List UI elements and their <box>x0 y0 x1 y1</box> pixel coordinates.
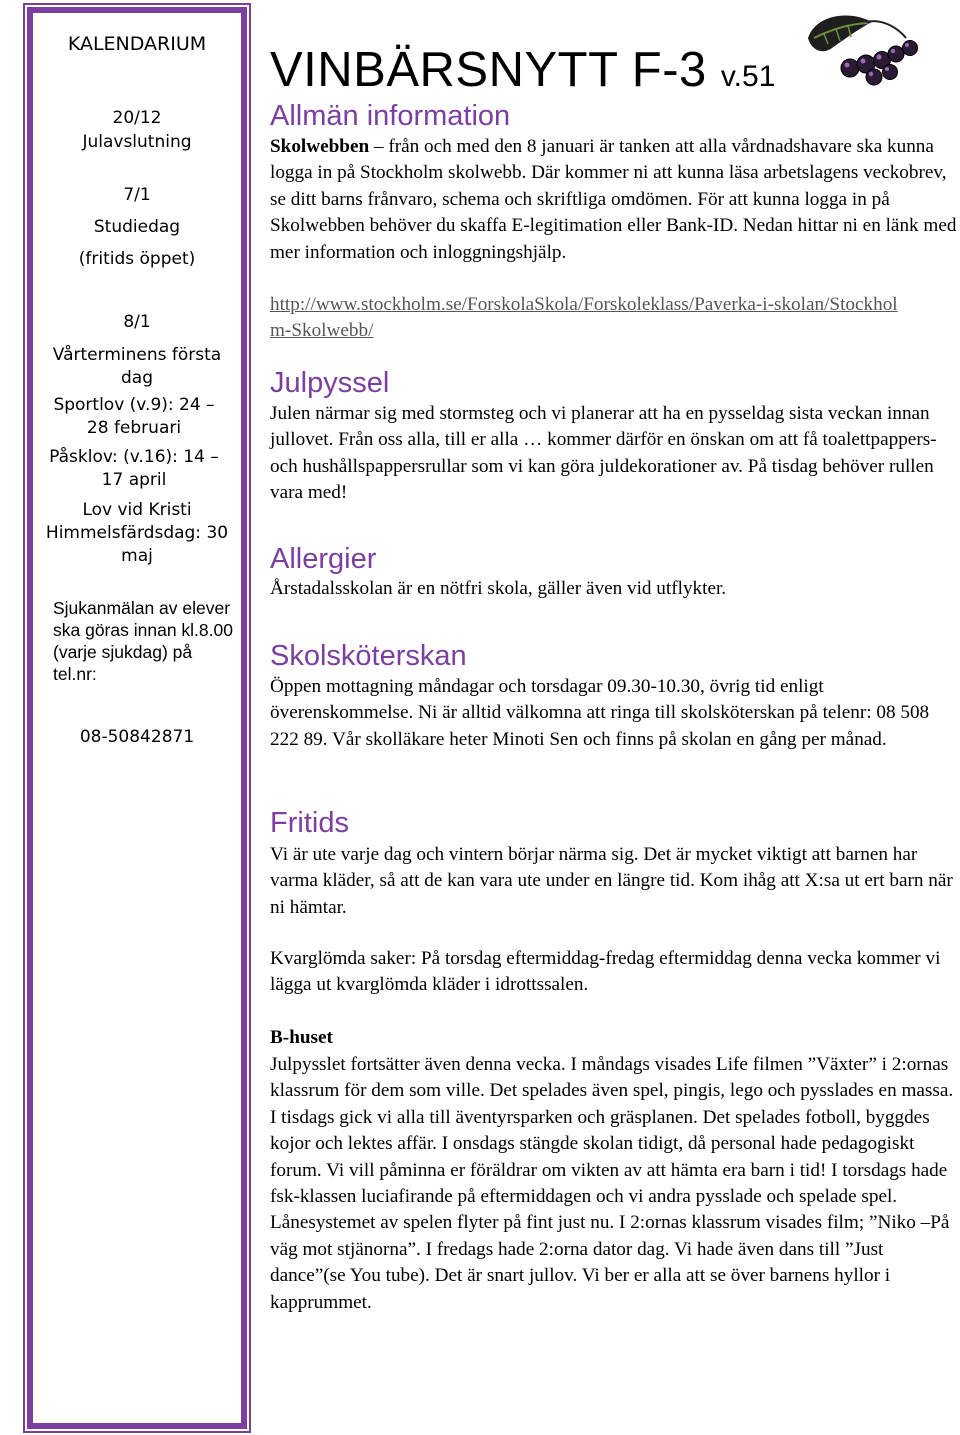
heading-julpyssel: Julpyssel <box>270 367 390 399</box>
newsletter-version: v.51 <box>720 60 776 93</box>
calendar-date: 7/1 <box>123 185 151 205</box>
skolwebb-link[interactable]: http://www.stockholm.se/ForskolaSkola/Forskoleklass/Paverka-i-skolan/Stockholm-Skolwebb/ <box>270 294 898 342</box>
skolskoterskan-text: Öppen mottagning måndagar och torsdagar 09.30-10.30, övrig tid enligt överenskommelse. Ni är alltid välkomna att ringa till skolsköterskan på telenr: 08 508 222 89. Vår skolläkare heter Minoti Sen och finns på skolan en gång per månad. <box>270 676 930 750</box>
calendar-pasklov: Påsklov: (v.16): 14 – 17 april <box>49 447 219 490</box>
allman-text: – från och med den 8 januari är tanken att alla vårdnadshavare ska kunna logga in på Stockholm skolwebb. Där kommer ni att kunna läsa arbetslagens veckobrev, se ditt barns frånvaro, schema och skriftliga omdömen. För att kunna logga in på Skolwebben behöver du skaffa E-legitimation eller Bank-ID. Nedan hittar ni en länk med mer information och inloggningshjälp. <box>270 136 957 263</box>
calendar-event: Studiedag <box>93 217 181 237</box>
heading-fritids: Fritids <box>270 807 349 839</box>
calendar-event-note: (fritids öppet) <box>78 249 196 269</box>
allman-paragraph <box>270 134 960 266</box>
heading-allergier: Allergier <box>270 543 377 575</box>
calendar-event: Vårterminens första dag <box>52 345 222 388</box>
calendar-date: 20/12 <box>112 108 162 128</box>
heading-b-huset: B-huset <box>270 1027 333 1048</box>
calendar-kristi-himmelsfard: Lov vid Kristi Himmelsfärdsdag: 30 maj <box>45 500 229 566</box>
sick-report-phone: 08-50842871 <box>79 727 195 747</box>
newsletter-name: VINBÄRSNYTT F-3 <box>270 43 707 97</box>
newsletter-main <box>270 0 960 1435</box>
fritids-text: Vi är ute varje dag och vintern börjar närma sig. Det är mycket viktigt att barnen har varma kläder, så att de kan vara ute under en längre tid. Kom ihåg att X:sa ut ert barn när ni hämtar. <box>270 844 953 918</box>
newsletter-title <box>270 42 775 105</box>
julpyssel-text: Julen närmar sig med stormsteg och vi planerar att ha en pysseldag sista veckan innan jullovet. Från oss alla, till er alla … kommer därför en önskan om att få toalettpappers- och hushållspappersrullar som vi kan göra juldekorationer av. På tisdag behöver rullen vara med! <box>270 403 937 504</box>
heading-skolskoterskan: Skolsköterskan <box>270 640 467 672</box>
b-huset-text: Julpysslet fortsätter även denna vecka. I måndags visades Life filmen ”Växter” i 2:ornas klassrum för dem som ville. Det spelades även spel, pingis, lego och pysslades en massa. I tisdags gick vi alla till äventyrsparken och gräsplanen. Det spelades fotboll, byggdes kojor och lektes affär. I onsdags stängde skolan tidigt, då personal hade pedagogiskt forum. Vi vill påminna er föräldrar om vikten av att hämta era barn i tid! I torsdags hade fsk-klassen luciafirande på eftermiddagen och vi andra pysslade och spelade spel. Lånesystemet av spelen flyter på fint just nu. I 2:ornas klassrum visades film; ”Niko –På väg mot stjänorna”. I fredags hade 2:orna dator dag. Vi hade även dans till ”Just dance”(se You tube). Det är snart jullov. Vi ber er alla att se över barnens hyllor i kapprummet. <box>270 1054 954 1313</box>
skolwebben-label: Skolwebben <box>270 136 370 157</box>
calendar-date: 8/1 <box>123 312 151 332</box>
heading-allman-information: Allmän information <box>270 100 511 132</box>
skolwebb-link-paragraph <box>270 292 910 345</box>
calendar-title: KALENDARIUM <box>67 33 207 55</box>
calendar-event: Julavslutning <box>82 132 192 152</box>
kvarglomda-text: Kvarglömda saker: På torsdag eftermiddag-fredag eftermiddag denna vecka kommer vi lägga ut kvarglömda kläder i idrottssalen. <box>270 948 941 996</box>
allergier-text: Årstadalsskolan är en nötfri skola, gäller även vid utflykter. <box>270 578 727 599</box>
blackcurrant-icon <box>802 8 932 88</box>
sick-report-note: Sjukanmälan av elever ska göras innan kl.8.00 (varje sjukdag) på tel.nr: <box>53 598 233 684</box>
calendar-sidebar <box>27 7 247 1429</box>
calendar-sportlov: Sportlov (v.9): 24 – 28 februari <box>53 395 215 438</box>
